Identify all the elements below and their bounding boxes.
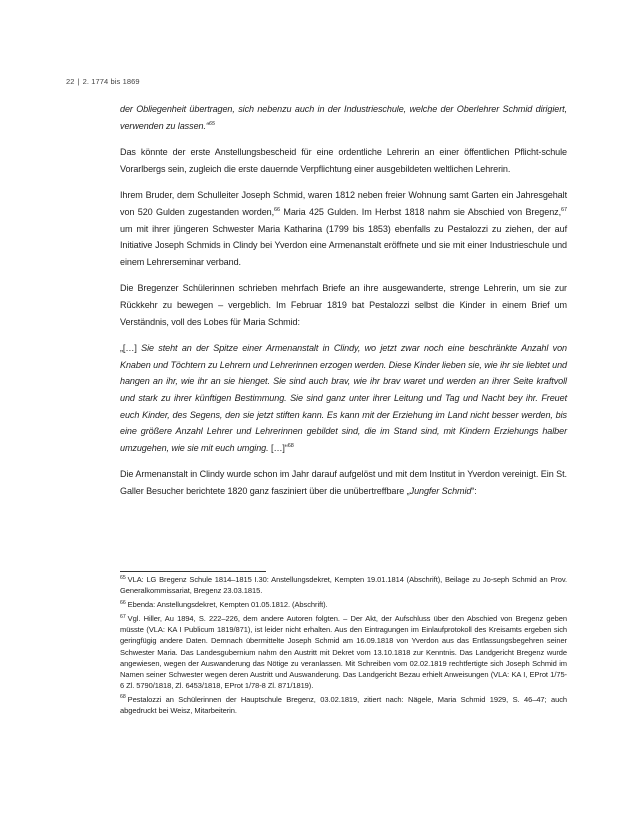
- italic-name: Jungfer Schmid: [409, 485, 472, 496]
- footnote-67: [120, 613, 567, 691]
- footnote-ref-68[interactable]: 68: [287, 442, 294, 449]
- footnote-ref-66[interactable]: 66: [274, 206, 280, 213]
- paragraph: Das könnte der erste Anstellungsbescheid für eine ordentliche Lehrerin an einer öffentlichen Pflicht-schule Vorarlbergs sein, zugleich die erste dauernde Verpflichtung einer ausgebildeten weltlichen Lehrerin.: [120, 147, 567, 174]
- footnote-68: [120, 694, 567, 716]
- main-text: [120, 101, 567, 509]
- footnote-number: 66: [120, 599, 126, 606]
- chapter-title: 2. 1774 bis 1869: [82, 77, 140, 86]
- footnote-text: Ebenda: Anstellungsdekret, Kempten 01.05.1812. (Abschrift).: [127, 600, 328, 610]
- paragraph-clindy: [120, 466, 567, 499]
- footnote-65: [120, 574, 567, 596]
- paragraph-text: Ihrem Bruder, dem Schulleiter Joseph Schmid, waren 1812 neben freier Wohnung samt Garten ein Jahresgehalt von 520 Gulden zugestanden worden,: [120, 190, 567, 217]
- footnote-ref-65[interactable]: 65: [208, 120, 215, 127]
- paragraph-salary: [120, 187, 567, 270]
- quote-open: „[…]: [120, 343, 142, 354]
- paragraph-quote-end: [120, 101, 567, 134]
- page-number: 22: [66, 77, 75, 86]
- header-separator: |: [77, 77, 80, 86]
- footnote-text: VLA: LG Bregenz Schule 1814–1815 I.30: Anstellungsdekret, Kempten 19.01.1814 (Abschrift), Beilage zu Jo-seph Schmid an Prov. Generalkommissariat, Bregenz 23.03.1815.: [120, 575, 567, 596]
- footnote-divider: [120, 571, 266, 572]
- block-quote-pestalozzi: [120, 340, 567, 456]
- footnote-text: Vgl. Hiller, Au 1894, S. 222–226, dem andere Autoren folgten. – Der Akt, der Aufschluss über den Abschied von Bregenz geben müsste (VLA: KA I Publicum 1819/871), ist leider nicht erhalten. Aus den Eintragungen im Einlaufprotokoll des Kreisamts ergeben sich geringfügig andere Daten. Demnach übermittelte Joseph Schmid am 16.09.1818 von Yverdon aus das Entlassungsbegehren seiner Schwester Maria. Das Landesgubernium nahm den Austritt mit Dekret vom 13.10.1818 zur Kenntnis. Das Landgericht Bregenz wurde angewiesen, wegen der Auswanderung das Nötige zu veranlassen. Mit Schreiben vom 02.02.1819 rechtfertigte sich Joseph Schmid im Namen seiner Schwester wegen deren Austritt und Auswanderung. Das Landgericht Bezau erhielt Anweisungen (VLA: KA I, EProt 1/75-6 Zl. 5790/1818, Zl. 6453/1818, EProt 1/78-8 Zl. 871/1819).: [120, 614, 567, 690]
- quote-close: […]“: [268, 442, 288, 453]
- paragraph-text: Die Armenanstalt in Clindy wurde schon im Jahr darauf aufgelöst und mit dem Institut in Yverdon vereinigt. Ein St. Galler Besucher berichtete 1820 ganz fasziniert über die unübertreffbare „: [120, 469, 567, 496]
- running-header: [66, 77, 140, 86]
- quote-text: Sie steht an der Spitze einer Armenanstalt in Clindy, wo jetzt zwar noch eine beschränkte Anzahl von Knaben und Töchtern zu Lehrern und Lehrerinnen erzogen werden. Diese Kinder lieben sie, wie ihr sie liebtet und hangen an ihr, wie ihr an sie hienget. Sie sind auch brav, wie ihr brav waret und werden an ihrer Seite kraftvoll und stark zu ihrer künftigen Bestimmung. Sie sind ganz unter ihrer Leitung und Tag und Nacht bey ihr. Freuet euch Kinder, des Segens, den sie jetzt stiften kann. Es kann mit der Erziehung im Land nicht besser werden, bis eine größere Anzahl Lehrer und Lehrerinnen gebildet sind, die im Stand sind, mit Kindern Erziehungs halber umzugehen, wie sie mit euch umging.: [120, 343, 567, 453]
- paragraph-text: Maria 425 Gulden. Im Herbst 1818 nahm sie Abschied von Bregenz,: [280, 206, 562, 217]
- footnote-66: [120, 599, 567, 610]
- footnote-text: Pestalozzi an Schülerinnen der Hauptschule Bregenz, 03.02.1819, zitiert nach: Nägele, Maria Schmid 1929, S. 46–47; auch abgedruckt bei Weisz, Mitarbeiterin.: [120, 694, 567, 716]
- footnote-number: 68: [120, 694, 126, 701]
- paragraph-text: “:: [471, 485, 477, 496]
- footnote-number: 67: [120, 613, 126, 620]
- footnote-number: 65: [120, 574, 126, 581]
- footnotes: [120, 574, 567, 719]
- paragraph-text: der Obliegenheit übertragen, sich nebenzu auch in der Industrieschule, welche der Oberlehrer Schmid dirigiert, verwenden zu lassen.“: [120, 104, 567, 131]
- footnote-ref-67[interactable]: 67: [561, 206, 567, 213]
- paragraph: Die Bregenzer Schülerinnen schrieben mehrfach Briefe an ihre ausgewanderte, strenge Lehrerin, um sie zur Rückkehr zu bewegen – vergeblich. Im Februar 1819 bat Pestalozzi selbst die Kinder in einem Brief um Verständnis, voll des Lobes für Maria Schmid:: [120, 283, 567, 327]
- paragraph-text: um mit ihrer jüngeren Schwester Maria Katharina (1799 bis 1853) ebenfalls zu Pestalozzi zu ziehen, der auf Initiative Joseph Schmids in Clindy bei Yverdon eine Armenanstalt eröffnete und sie mit einer Industrieschule und einem Lehrerseminar verband.: [120, 223, 567, 267]
